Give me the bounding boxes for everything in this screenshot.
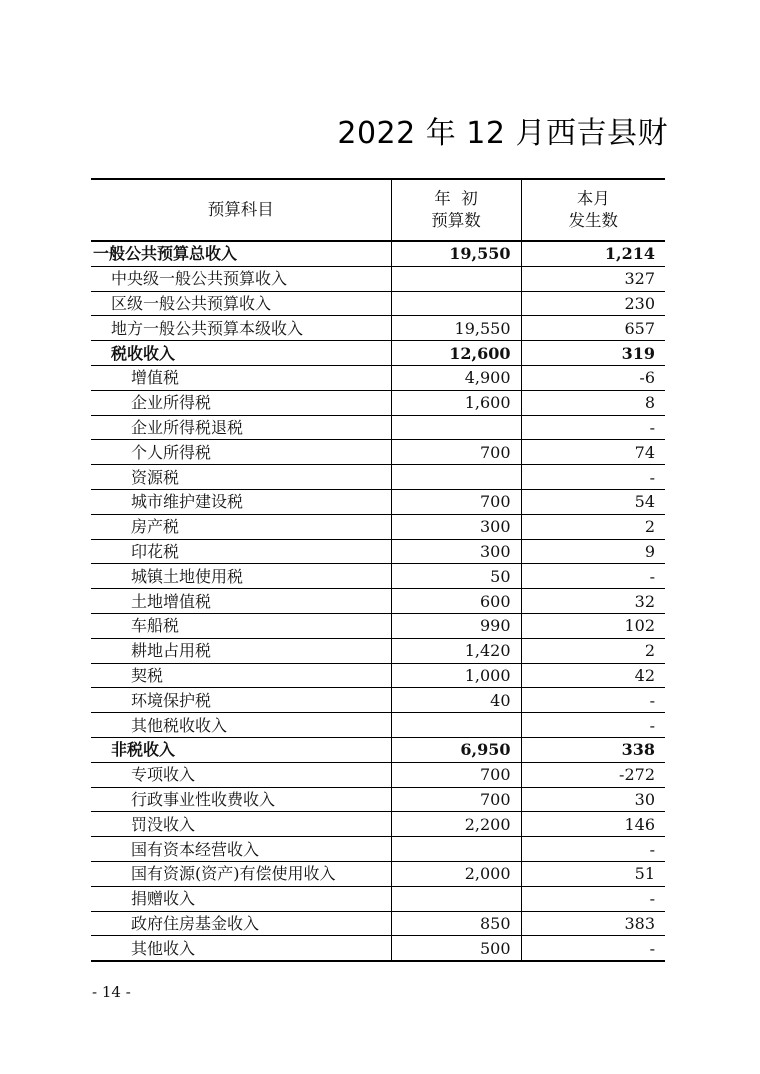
row-budget: 990 bbox=[391, 613, 521, 638]
row-actual: 319 bbox=[521, 341, 665, 366]
row-actual: 327 bbox=[521, 266, 665, 291]
table-row bbox=[91, 564, 665, 589]
row-actual: -6 bbox=[521, 365, 665, 390]
table-row bbox=[91, 514, 665, 539]
row-name: 国有资本经营收入 bbox=[91, 837, 391, 862]
row-budget: 1,000 bbox=[391, 663, 521, 688]
row-budget bbox=[391, 266, 521, 291]
row-budget: 600 bbox=[391, 589, 521, 614]
row-name: 土地增值税 bbox=[91, 589, 391, 614]
row-name: 增值税 bbox=[91, 365, 391, 390]
row-actual: 8 bbox=[521, 390, 665, 415]
table-row bbox=[91, 787, 665, 812]
row-budget bbox=[391, 291, 521, 316]
row-actual: - bbox=[521, 713, 665, 738]
row-name: 一般公共预算总收入 bbox=[91, 241, 391, 266]
row-budget: 300 bbox=[391, 539, 521, 564]
row-budget: 2,200 bbox=[391, 812, 521, 837]
table-row bbox=[91, 762, 665, 787]
row-budget bbox=[391, 465, 521, 490]
row-budget: 500 bbox=[391, 936, 521, 961]
row-name: 房产税 bbox=[91, 514, 391, 539]
table-row bbox=[91, 415, 665, 440]
row-budget: 50 bbox=[391, 564, 521, 589]
row-budget: 6,950 bbox=[391, 737, 521, 762]
row-budget: 4,900 bbox=[391, 365, 521, 390]
row-name: 资源税 bbox=[91, 465, 391, 490]
row-actual: 102 bbox=[521, 613, 665, 638]
header-annual-budget-line1: 年 初 bbox=[434, 189, 478, 208]
header-monthly-actual bbox=[521, 179, 665, 241]
table-row bbox=[91, 812, 665, 837]
row-budget: 1,420 bbox=[391, 638, 521, 663]
row-name: 捐赠收入 bbox=[91, 886, 391, 911]
table-row bbox=[91, 316, 665, 341]
row-budget: 12,600 bbox=[391, 341, 521, 366]
row-actual: 657 bbox=[521, 316, 665, 341]
row-name: 中央级一般公共预算收入 bbox=[91, 266, 391, 291]
table-row bbox=[91, 589, 665, 614]
row-budget bbox=[391, 886, 521, 911]
row-actual: - bbox=[521, 688, 665, 713]
row-budget: 850 bbox=[391, 911, 521, 936]
table-row bbox=[91, 390, 665, 415]
row-name: 城镇土地使用税 bbox=[91, 564, 391, 589]
row-name: 其他税收收入 bbox=[91, 713, 391, 738]
row-actual: 2 bbox=[521, 638, 665, 663]
table-row bbox=[91, 737, 665, 762]
row-budget bbox=[391, 713, 521, 738]
row-name: 印花税 bbox=[91, 539, 391, 564]
row-budget: 19,550 bbox=[391, 316, 521, 341]
header-monthly-actual-line1: 本月 bbox=[576, 189, 610, 208]
row-actual: 9 bbox=[521, 539, 665, 564]
row-budget bbox=[391, 837, 521, 862]
row-name: 城市维护建设税 bbox=[91, 489, 391, 514]
row-name: 车船税 bbox=[91, 613, 391, 638]
table-row bbox=[91, 638, 665, 663]
header-annual-budget-line2: 预算数 bbox=[431, 211, 481, 230]
row-name: 企业所得税 bbox=[91, 390, 391, 415]
row-budget: 700 bbox=[391, 762, 521, 787]
row-budget bbox=[391, 415, 521, 440]
row-name: 环境保护税 bbox=[91, 688, 391, 713]
row-budget: 19,550 bbox=[391, 241, 521, 266]
table-row bbox=[91, 663, 665, 688]
row-name: 个人所得税 bbox=[91, 440, 391, 465]
row-budget: 700 bbox=[391, 787, 521, 812]
row-actual: 383 bbox=[521, 911, 665, 936]
table-row bbox=[91, 241, 665, 266]
row-budget: 300 bbox=[391, 514, 521, 539]
row-budget: 700 bbox=[391, 440, 521, 465]
row-actual: - bbox=[521, 936, 665, 961]
table-row bbox=[91, 936, 665, 961]
row-name: 税收收入 bbox=[91, 341, 391, 366]
row-name: 非税收入 bbox=[91, 737, 391, 762]
row-name: 区级一般公共预算收入 bbox=[91, 291, 391, 316]
table-row bbox=[91, 688, 665, 713]
row-actual: 30 bbox=[521, 787, 665, 812]
table-row bbox=[91, 440, 665, 465]
row-budget: 40 bbox=[391, 688, 521, 713]
table-row bbox=[91, 886, 665, 911]
row-name: 罚没收入 bbox=[91, 812, 391, 837]
row-actual: 230 bbox=[521, 291, 665, 316]
header-budget-item bbox=[91, 179, 391, 241]
row-budget: 700 bbox=[391, 489, 521, 514]
table-row bbox=[91, 613, 665, 638]
table-row bbox=[91, 291, 665, 316]
row-actual: - bbox=[521, 837, 665, 862]
table-row bbox=[91, 341, 665, 366]
row-name: 其他收入 bbox=[91, 936, 391, 961]
row-actual: 74 bbox=[521, 440, 665, 465]
row-budget: 1,600 bbox=[391, 390, 521, 415]
row-name: 契税 bbox=[91, 663, 391, 688]
table-row bbox=[91, 911, 665, 936]
budget-table bbox=[91, 178, 665, 962]
row-name: 行政事业性收费收入 bbox=[91, 787, 391, 812]
row-actual: 146 bbox=[521, 812, 665, 837]
page-number: - 14 - bbox=[92, 983, 131, 1001]
row-actual: 42 bbox=[521, 663, 665, 688]
table-row bbox=[91, 465, 665, 490]
row-actual: 338 bbox=[521, 737, 665, 762]
table-row bbox=[91, 837, 665, 862]
table-row bbox=[91, 861, 665, 886]
page-title: 2022 年 12 月西吉县财 bbox=[337, 116, 668, 151]
row-budget: 2,000 bbox=[391, 861, 521, 886]
row-actual: - bbox=[521, 465, 665, 490]
table-header-row bbox=[91, 179, 665, 241]
row-name: 国有资源(资产)有偿使用收入 bbox=[91, 861, 391, 886]
header-budget-item-label: 预算科目 bbox=[207, 200, 274, 219]
row-actual: - bbox=[521, 415, 665, 440]
row-name: 政府住房基金收入 bbox=[91, 911, 391, 936]
row-actual: 54 bbox=[521, 489, 665, 514]
row-name: 耕地占用税 bbox=[91, 638, 391, 663]
row-name: 地方一般公共预算本级收入 bbox=[91, 316, 391, 341]
row-actual: -272 bbox=[521, 762, 665, 787]
header-monthly-actual-line2: 发生数 bbox=[568, 211, 618, 230]
row-actual: - bbox=[521, 886, 665, 911]
table-row bbox=[91, 266, 665, 291]
row-actual: 1,214 bbox=[521, 241, 665, 266]
row-actual: 32 bbox=[521, 589, 665, 614]
table-row bbox=[91, 489, 665, 514]
table-row bbox=[91, 365, 665, 390]
row-actual: - bbox=[521, 564, 665, 589]
table-row bbox=[91, 713, 665, 738]
table-row bbox=[91, 539, 665, 564]
row-actual: 51 bbox=[521, 861, 665, 886]
row-actual: 2 bbox=[521, 514, 665, 539]
row-name: 专项收入 bbox=[91, 762, 391, 787]
header-annual-budget bbox=[391, 179, 521, 241]
row-name: 企业所得税退税 bbox=[91, 415, 391, 440]
